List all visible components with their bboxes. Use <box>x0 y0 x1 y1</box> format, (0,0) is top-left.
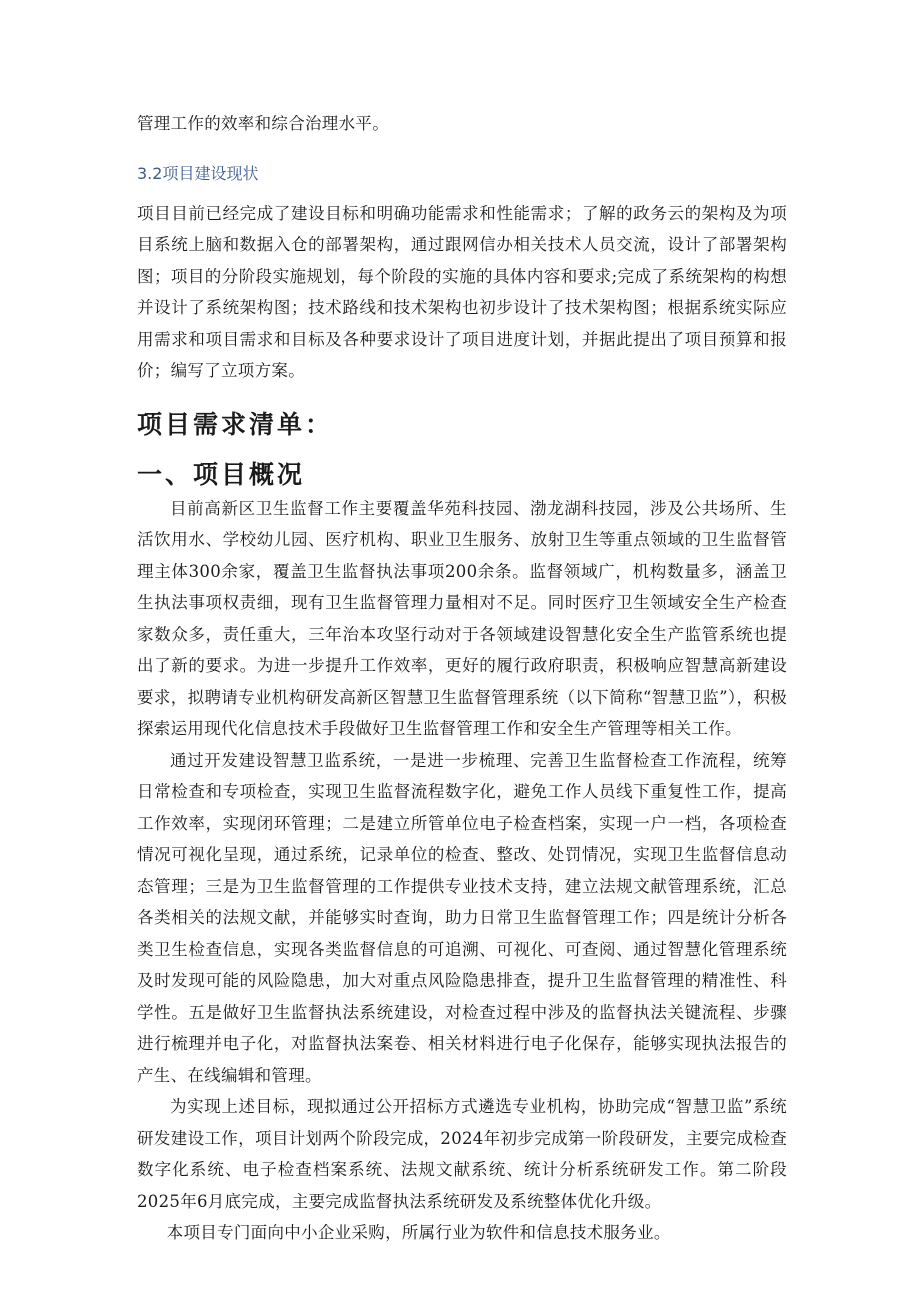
lead-text: 管理工作的效率和综合治理水平。 <box>137 114 389 133</box>
overview-heading: 一、项目概况 <box>137 459 306 489</box>
section-3-2-title: 3.2项目建设现状 <box>137 163 259 183</box>
overview-paragraph-4: 本项目专门面向中小企业采购，所属行业为软件和信息技术服务业。 <box>166 1223 671 1242</box>
overview-paragraph-1: 目前高新区卫生监督工作主要覆盖华苑科技园、渤龙湖科技园，涉及公共场所、生活饮用水、学校幼儿园、医疗机构、职业卫生服务、放射卫生等重点领域的卫生监督管理主体300余家，覆盖卫生监督执法事项200余条。监督领域广，机构数量多，涵盖卫生执法事项权责细，现有卫生监督管理力量相对不足。同时医疗卫生领域安全生产检查家数众多，责任重大，三年治本攻坚行动对于各领域建设智慧化安全生产监管系统也提出了新的要求。为进一步提升工作效率，更好的履行政府职责，积极响应智慧高新建设要求，拟聘请专业机构研发高新区智慧卫生监督管理系统（以下简称“智慧卫监”），积极探索运用现代化信息技术手段做好卫生监督管理工作和安全生产管理等相关工作。 <box>137 498 787 738</box>
requirements-heading: 项目需求清单： <box>137 409 334 439</box>
overview-paragraph-3: 为实现上述目标，现拟通过公开招标方式遴选专业机构，协助完成“智慧卫监”系统研发建设工作，项目计划两个阶段完成，2024年初步完成第一阶段研发，主要完成检查数字化系统、电子检查档案系统、法规文献系统、统计分析系统研发工作。第二阶段2025年6月底完成，主要完成监督执法系统研发及系统整体优化升级。 <box>137 1097 787 1211</box>
section-3-2-body: 项目目前已经完成了建设目标和明确功能需求和性能需求；了解的政务云的架构及为项目系统上脑和数据入仓的部署架构，通过跟网信办相关技术人员交流，设计了部署架构图；项目的分阶段实施规划，每个阶段的实施的具体内容和要求;完成了系统架构的构想并设计了系统架构图；技术路线和技术架构也初步设计了技术架构图；根据系统实际应用需求和项目需求和目标及各种要求设计了项目进度计划，并据此提出了项目预算和报价；编写了立项方案。 <box>137 203 787 380</box>
overview-paragraph-2: 通过开发建设智慧卫监系统，一是进一步梳理、完善卫生监督检查工作流程，统筹日常检查和专项检查，实现卫生监督流程数字化，避免工作人员线下重复性工作，提高工作效率，实现闭环管理；二是建立所管单位电子检查档案，实现一户一档，各项检查情况可视化呈现，通过系统，记录单位的检查、整改、处罚情况，实现卫生监督信息动态管理；三是为卫生监督管理的工作提供专业技术支持，建立法规文献管理系统，汇总各类相关的法规文献，并能够实时查询，助力日常卫生监督管理工作；四是统计分析各类卫生检查信息，实现各类监督信息的可追溯、可视化、可查阅、通过智慧化管理系统及时发现可能的风险隐患，加大对重点风险隐患排查，提升卫生监督管理的精准性、科学性。五是做好卫生监督执法系统建设，对检查过程中涉及的监督执法关键流程、步骤进行梳理并电子化，对监督执法案卷、相关材料进行电子化保存，能够实现执法报告的产生、在线编辑和管理。 <box>137 750 787 1085</box>
document-body <box>137 108 787 1249</box>
